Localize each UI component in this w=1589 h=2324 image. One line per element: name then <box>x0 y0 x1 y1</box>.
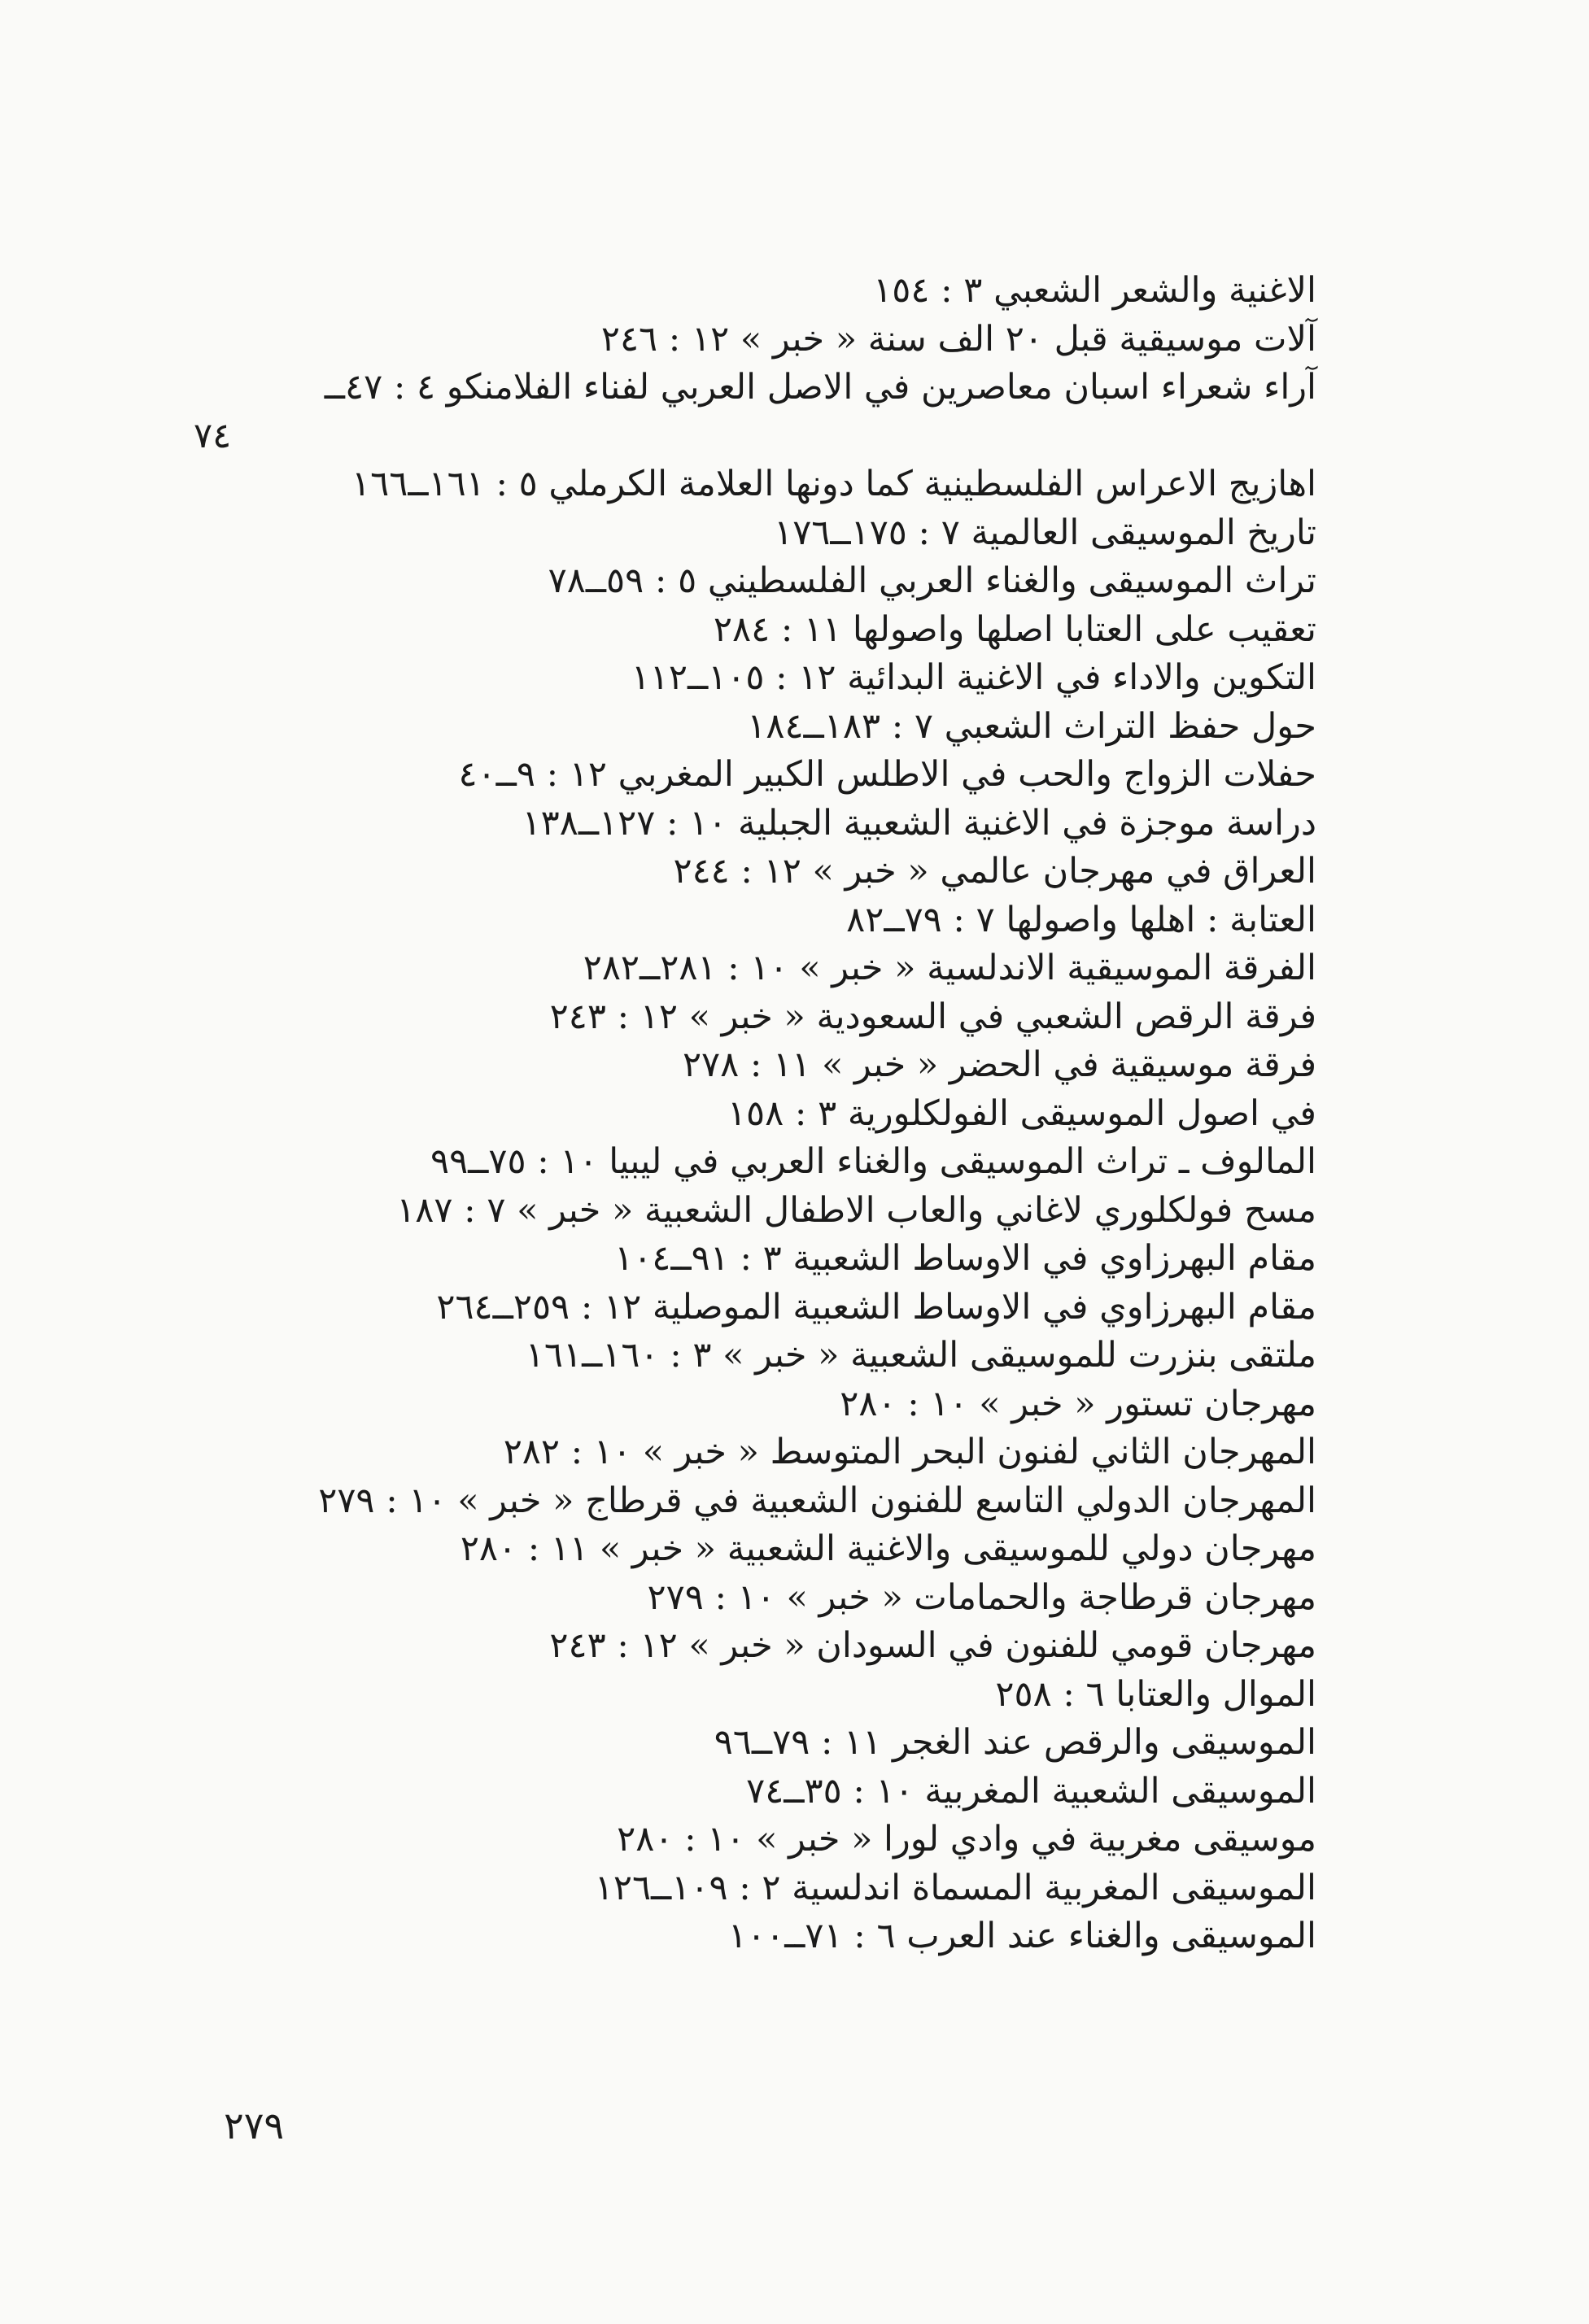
index-entry: تراث الموسيقى والغناء العربي الفلسطيني ٥ : ٥٩ــ٧٨ <box>548 560 1316 601</box>
index-entry: المهرجان الثاني لفنون البحر المتوسط « خبر » ١٠ : ٢٨٢ <box>503 1432 1316 1472</box>
index-entry: آراء شعراء اسبان معاصرين في الاصل العربي لفناء الفلامنكو ٤ : ٤٧ــ <box>324 367 1316 408</box>
index-entry: الفرقة الموسيقية الاندلسية « خبر » ١٠ : ٢٨١ــ٢٨٢ <box>583 948 1316 988</box>
index-entry: تاريخ الموسيقى العالمية ٧ : ١٧٥ــ١٧٦ <box>774 512 1316 553</box>
index-entry: فرقة موسيقية في الحضر « خبر » ١١ : ٢٧٨ <box>682 1044 1316 1085</box>
index-entry: العتابة : اهلها واصولها ٧ : ٧٩ــ٨٢ <box>846 899 1316 940</box>
index-entry: حفلات الزواج والحب في الاطلس الكبير المغربي ١٢ : ٩ــ٤٠ <box>458 754 1316 795</box>
index-entry: مقام البهرزاوي في الاوساط الشعبية ٣ : ٩١ــ١٠٤ <box>614 1238 1316 1279</box>
index-entry: دراسة موجزة في الاغنية الشعبية الجبلية ١٠ : ١٢٧ــ١٣٨ <box>522 802 1316 844</box>
page-number: ٢٧٩ <box>224 2104 285 2147</box>
index-entry: التكوين والاداء في الاغنية البدائية ١٢ : ١٠٥ــ١١٢ <box>631 657 1316 698</box>
index-entry: المالوف ـ تراث الموسيقى والغناء العربي في ليبيا ١٠ : ٧٥ــ٩٩ <box>430 1141 1316 1182</box>
index-entry: الموسيقى الشعبية المغربية ١٠ : ٣٥ــ٧٤ <box>746 1770 1316 1812</box>
index-entry: مهرجان دولي للموسيقى والاغنية الشعبية « خبر » ١١ : ٢٨٠ <box>460 1528 1316 1569</box>
index-entry: ملتقى بنزرت للموسيقى الشعبية « خبر » ٣ : ١٦٠ــ١٦١ <box>525 1335 1316 1376</box>
continuation-text: ٧٤ <box>194 415 232 456</box>
index-entry: الاغنية والشعر الشعبي ٣ : ١٥٤ <box>873 270 1316 311</box>
index-entry: مهرجان قومي للفنون في السودان « خبر » ١٢ : ٢٤٣ <box>549 1625 1316 1666</box>
index-entry: الموسيقى والغناء عند العرب ٦ : ٧١ــ١٠٠ <box>727 1916 1316 1956</box>
index-entry: مهرجان تستور « خبر » ١٠ : ٢٨٠ <box>840 1383 1316 1424</box>
index-entry: الموسيقى والرقص عند الغجر ١١ : ٧٩ــ٩٦ <box>714 1722 1316 1763</box>
index-entry: تعقيب على العتابا اصلها واصولها ١١ : ٢٨٤ <box>713 608 1316 650</box>
index-entry: فرقة الرقص الشعبي في السعودية « خبر » ١٢ : ٢٤٣ <box>549 996 1316 1037</box>
index-entry: مهرجان قرطاجة والحمامات « خبر » ١٠ : ٢٧٩ <box>647 1576 1316 1618</box>
index-entry: اهازيج الاعراس الفلسطينية كما دونها العلامة الكرملي ٥ : ١٦١ــ١٦٦ <box>351 464 1316 504</box>
index-entry: العراق في مهرجان عالمي « خبر » ١٢ : ٢٤٤ <box>673 851 1316 892</box>
index-entry: الموال والعتابا ٦ : ٢٥٨ <box>995 1673 1316 1715</box>
index-entry: حول حفظ التراث الشعبي ٧ : ١٨٣ــ١٨٤ <box>747 705 1316 747</box>
index-entry: مسح فولكلوري لاغاني والعاب الاطفال الشعبية « خبر » ٧ : ١٨٧ <box>396 1189 1316 1231</box>
index-entry-continuation <box>177 412 1316 461</box>
index-entry: موسيقى مغربية في وادي لورا « خبر » ١٠ : ٢٨٠ <box>617 1819 1316 1860</box>
index-entry: الموسيقى المغربية المسماة اندلسية ٢ : ١٠٩ــ١٢٦ <box>594 1867 1316 1908</box>
index-entry: مقام البهرزاوي في الاوساط الشعبية الموصلية ١٢ : ٢٥٩ــ٢٦٤ <box>436 1286 1316 1328</box>
index-entry: في اصول الموسيقى الفولكلورية ٣ : ١٥٨ <box>727 1092 1316 1134</box>
index-entry: المهرجان الدولي التاسع للفنون الشعبية في قرطاج « خبر » ١٠ : ٢٧٩ <box>318 1480 1316 1521</box>
index-list <box>177 267 1316 1961</box>
index-entry: آلات موسيقية قبل ٢٠ الف سنة « خبر » ١٢ : ٢٤٦ <box>600 318 1316 360</box>
